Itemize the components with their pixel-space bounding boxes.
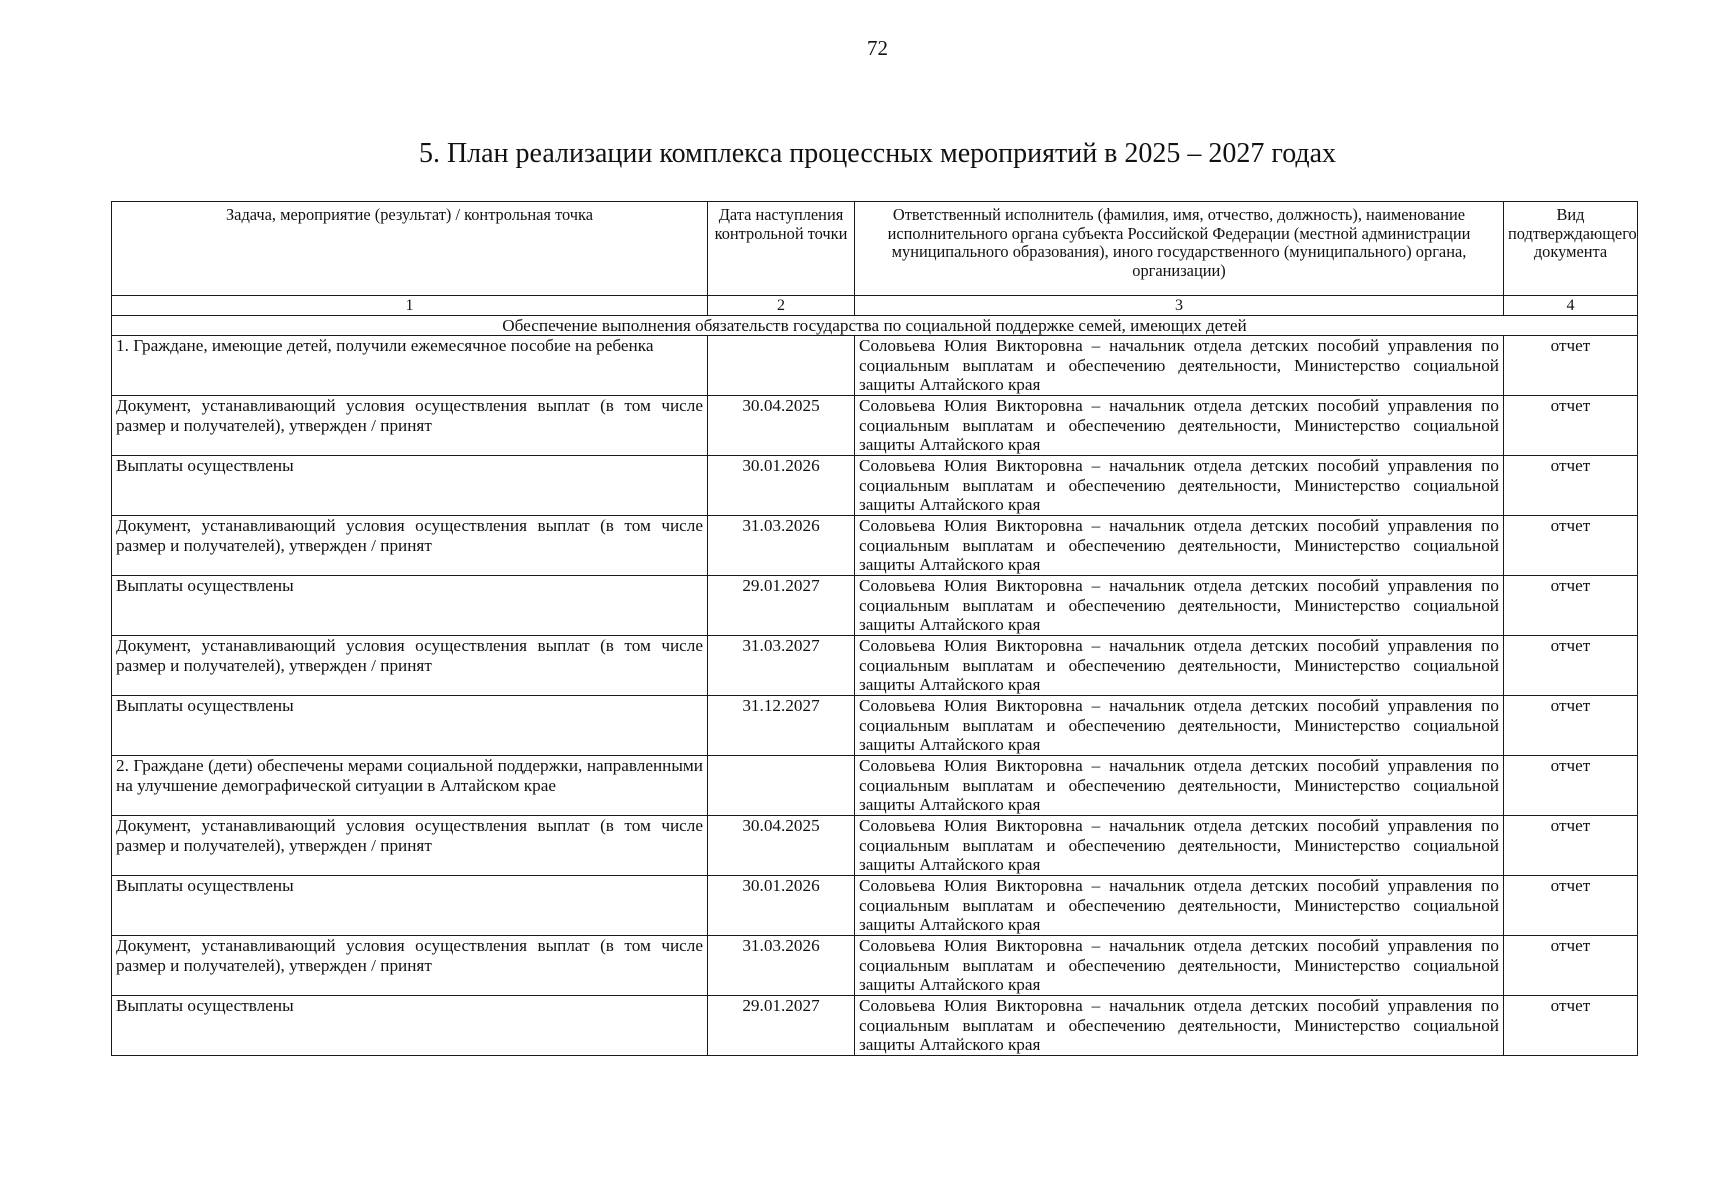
table-row [112,336,1638,396]
document-type-cell: отчет [1504,876,1638,936]
document-type-cell: отчет [1504,396,1638,456]
responsible-cell: Соловьева Юлия Викторовна – начальник отдела детских пособий управления по социальным выплатам и обеспечению деятельности, Министерство социальной защиты Алтайского края [855,456,1504,516]
table-row [112,936,1638,996]
responsible-cell: Соловьева Юлия Викторовна – начальник отдела детских пособий управления по социальным выплатам и обеспечению деятельности, Министерство социальной защиты Алтайского края [855,576,1504,636]
header-responsible: Ответственный исполнитель (фамилия, имя, отчество, должность), наименование исполнительного органа субъекта Российской Федерации (местной администрации муниципального образования), иного государственного (муниципального) органа, организации) [855,202,1504,296]
responsible-cell: Соловьева Юлия Викторовна – начальник отдела детских пособий управления по социальным выплатам и обеспечению деятельности, Министерство социальной защиты Алтайского края [855,876,1504,936]
responsible-cell: Соловьева Юлия Викторовна – начальник отдела детских пособий управления по социальным выплатам и обеспечению деятельности, Министерство социальной защиты Алтайского края [855,696,1504,756]
responsible-cell: Соловьева Юлия Викторовна – начальник отдела детских пособий управления по социальным выплатам и обеспечению деятельности, Министерство социальной защиты Алтайского края [855,336,1504,396]
document-type-cell: отчет [1504,996,1638,1056]
date-cell: 31.12.2027 [708,696,855,756]
task-cell: Документ, устанавливающий условия осуществления выплат (в том числе размер и получателей), утвержден / принят [112,636,708,696]
column-number: 1 [112,296,708,316]
table-row [112,456,1638,516]
date-cell: 29.01.2027 [708,576,855,636]
task-cell: Документ, устанавливающий условия осуществления выплат (в том числе размер и получателей), утвержден / принят [112,516,708,576]
document-type-cell: отчет [1504,816,1638,876]
date-cell: 30.04.2025 [708,816,855,876]
document-type-cell: отчет [1504,696,1638,756]
responsible-cell: Соловьева Юлия Викторовна – начальник отдела детских пособий управления по социальным выплатам и обеспечению деятельности, Министерство социальной защиты Алтайского края [855,756,1504,816]
header-date: Дата наступления контрольной точки [708,202,855,296]
date-cell: 31.03.2026 [708,516,855,576]
group-title-row [112,316,1638,336]
table-row [112,396,1638,456]
document-type-cell: отчет [1504,936,1638,996]
date-cell: 30.01.2026 [708,456,855,516]
responsible-cell: Соловьева Юлия Викторовна – начальник отдела детских пособий управления по социальным выплатам и обеспечению деятельности, Министерство социальной защиты Алтайского края [855,636,1504,696]
task-cell: Выплаты осуществлены [112,696,708,756]
date-cell: 29.01.2027 [708,996,855,1056]
task-cell: Документ, устанавливающий условия осуществления выплат (в том числе размер и получателей), утвержден / принят [112,936,708,996]
plan-table [111,201,1638,1056]
table-row [112,576,1638,636]
task-cell: Документ, устанавливающий условия осуществления выплат (в том числе размер и получателей), утвержден / принят [112,396,708,456]
section-title: 5. План реализации комплекса процессных мероприятий в 2025 – 2027 годах [418,138,1337,169]
task-cell: 2. Граждане (дети) обеспечены мерами социальной поддержки, направленными на улучшение демографической ситуации в Алтайском крае [112,756,708,816]
column-number: 3 [855,296,1504,316]
task-cell: Документ, устанавливающий условия осуществления выплат (в том числе размер и получателей), утвержден / принят [112,816,708,876]
date-cell: 31.03.2026 [708,936,855,996]
page-number: 72 [867,36,888,60]
table-row [112,996,1638,1056]
responsible-cell: Соловьева Юлия Викторовна – начальник отдела детских пособий управления по социальным выплатам и обеспечению деятельности, Министерство социальной защиты Алтайского края [855,936,1504,996]
responsible-cell: Соловьева Юлия Викторовна – начальник отдела детских пособий управления по социальным выплатам и обеспечению деятельности, Министерство социальной защиты Алтайского края [855,396,1504,456]
task-cell: Выплаты осуществлены [112,576,708,636]
date-cell [708,336,855,396]
responsible-cell: Соловьева Юлия Викторовна – начальник отдела детских пособий управления по социальным выплатам и обеспечению деятельности, Министерство социальной защиты Алтайского края [855,996,1504,1056]
column-number: 4 [1504,296,1638,316]
column-number: 2 [708,296,855,316]
document-type-cell: отчет [1504,636,1638,696]
table-row [112,636,1638,696]
date-cell: 31.03.2027 [708,636,855,696]
document-type-cell: отчет [1504,456,1638,516]
plan-table-body [112,296,1638,1056]
table-header-row [112,202,1638,296]
header-task: Задача, мероприятие (результат) / контрольная точка [112,202,708,296]
task-cell: Выплаты осуществлены [112,876,708,936]
date-cell: 30.01.2026 [708,876,855,936]
table-row [112,816,1638,876]
table-row [112,756,1638,816]
document-type-cell: отчет [1504,756,1638,816]
document-type-cell: отчет [1504,336,1638,396]
task-cell: 1. Граждане, имеющие детей, получили ежемесячное пособие на ребенка [112,336,708,396]
column-number-row [112,296,1638,316]
responsible-cell: Соловьева Юлия Викторовна – начальник отдела детских пособий управления по социальным выплатам и обеспечению деятельности, Министерство социальной защиты Алтайского края [855,816,1504,876]
document-type-cell: отчет [1504,516,1638,576]
table-row [112,876,1638,936]
date-cell [708,756,855,816]
responsible-cell: Соловьева Юлия Викторовна – начальник отдела детских пособий управления по социальным выплатам и обеспечению деятельности, Министерство социальной защиты Алтайского края [855,516,1504,576]
task-cell: Выплаты осуществлены [112,996,708,1056]
document-type-cell: отчет [1504,576,1638,636]
table-row [112,696,1638,756]
date-cell: 30.04.2025 [708,396,855,456]
header-document: Вид подтверждающего документа [1504,202,1638,296]
group-title: Обеспечение выполнения обязательств государства по социальной поддержке семей, имеющих детей [112,316,1638,336]
table-row [112,516,1638,576]
task-cell: Выплаты осуществлены [112,456,708,516]
